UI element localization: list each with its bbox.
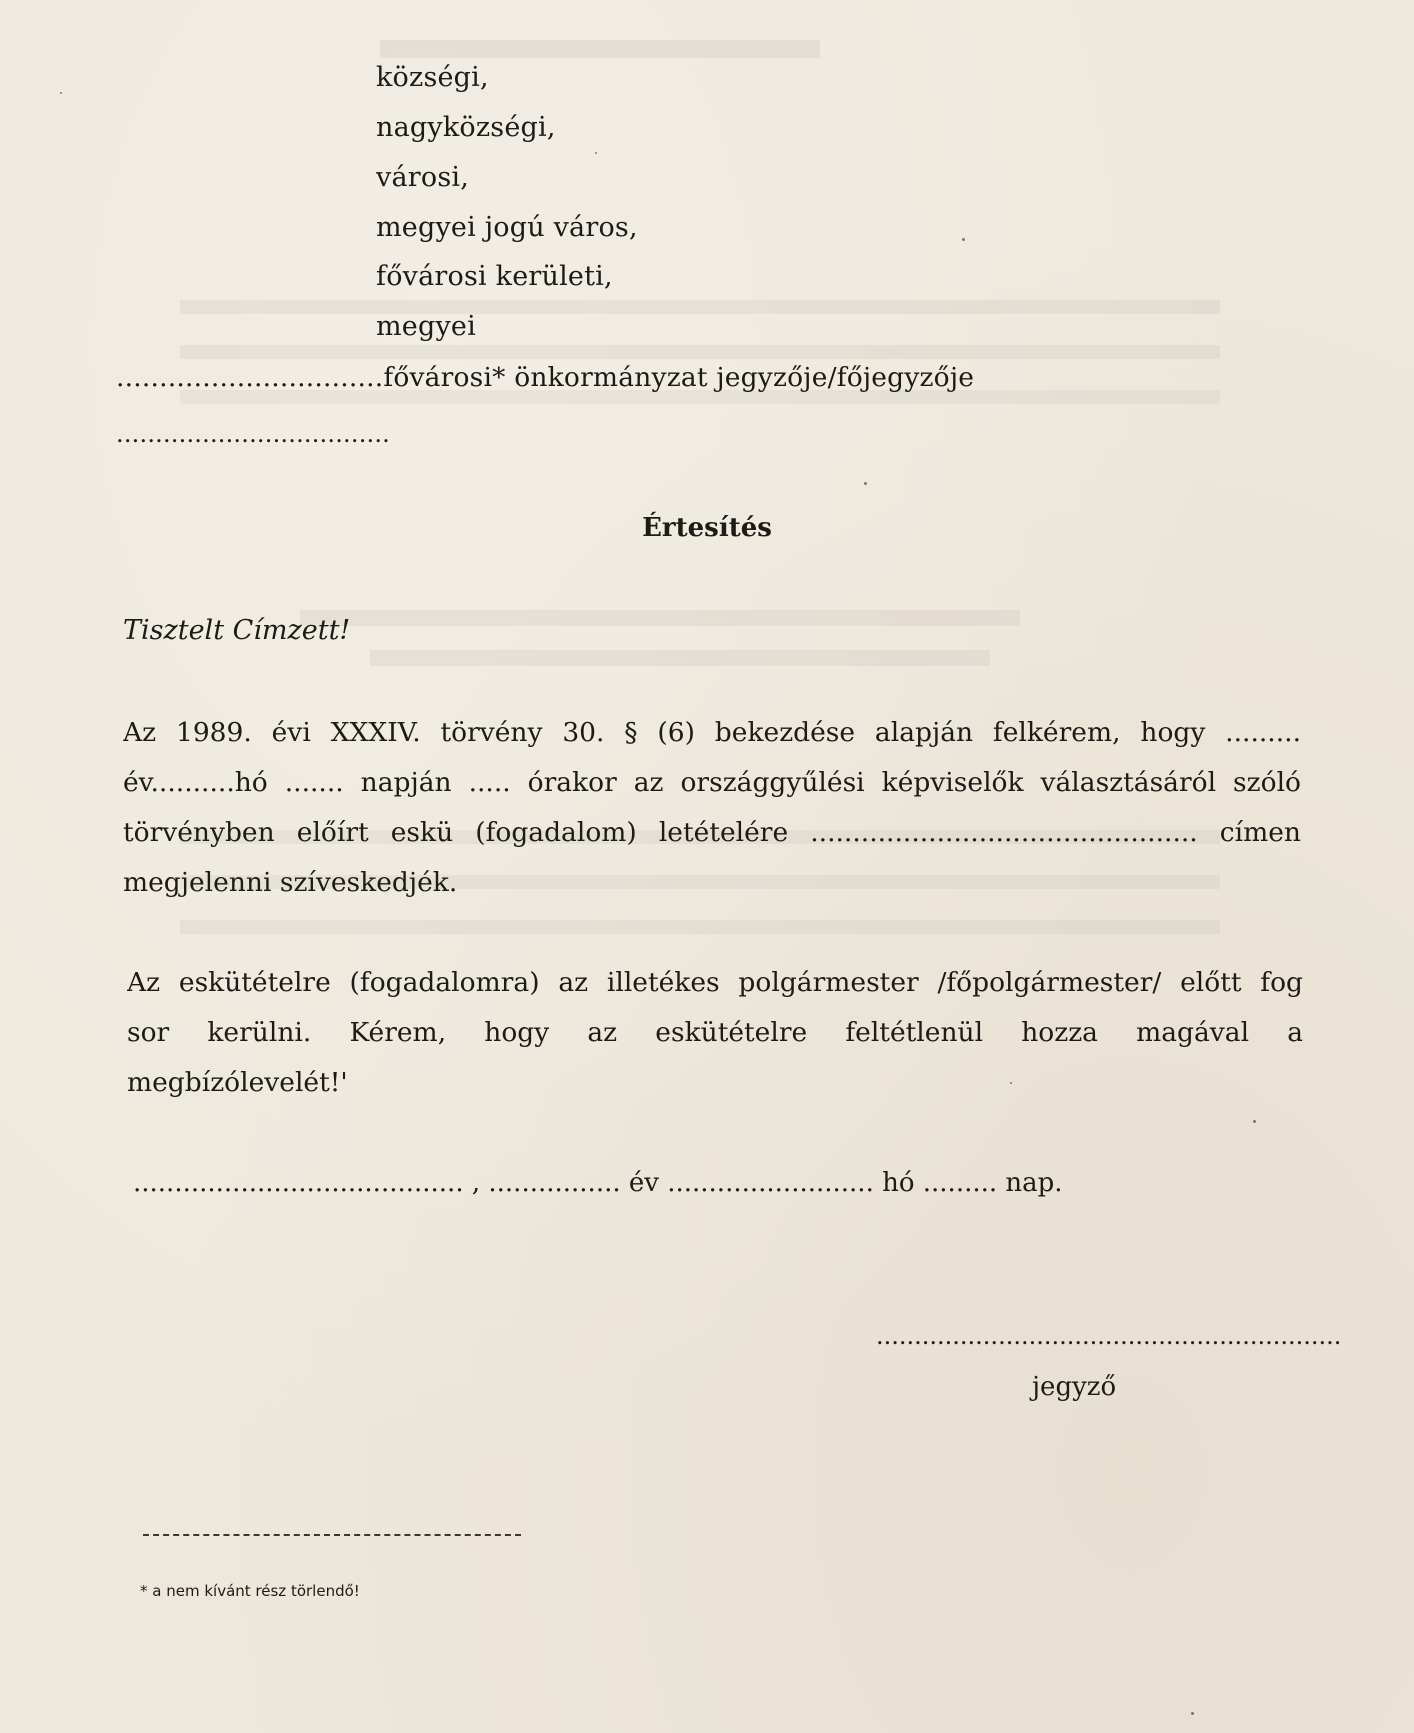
paragraph-line: törvényben előírt eskü (fogadalom) letételére .............................................. címen xyxy=(123,817,1301,848)
bleed-through-shadow xyxy=(380,40,820,58)
office-line: ...............................fővárosi* önkormányzat jegyzője/főjegyzője xyxy=(116,362,975,393)
summons-paragraph xyxy=(123,708,1301,908)
dust-speck xyxy=(595,152,597,154)
header-item: megyei xyxy=(376,311,476,342)
document-title: Értesítés xyxy=(642,513,772,543)
header-item: városi, xyxy=(376,162,469,193)
bleed-through-shadow xyxy=(370,650,990,666)
date-line: ........................................ , ................ év ......................... hó ......... nap. xyxy=(133,1168,1063,1198)
header-item: megyei jogú város, xyxy=(376,212,638,243)
footnote-divider xyxy=(143,1534,521,1536)
bleed-through-shadow xyxy=(180,345,1220,359)
footnote: * a nem kívánt rész törlendő! xyxy=(140,1582,360,1600)
reference-dots: ................................... xyxy=(116,420,391,448)
salutation: Tisztelt Címzett! xyxy=(123,615,351,646)
header-item: községi, xyxy=(376,62,489,93)
bleed-through-shadow xyxy=(180,920,1220,934)
dust-speck xyxy=(864,482,867,485)
header-item: fővárosi kerületi, xyxy=(376,261,613,292)
signature-line: ............................................................. xyxy=(876,1322,1342,1350)
dust-speck xyxy=(1253,1120,1256,1123)
paragraph-line: év..........hó ....... napján ..... órakor az országgyűlési képviselők választásáról szóló xyxy=(123,767,1301,798)
paragraph-line: Az eskütételre (fogadalomra) az illetékes polgármester /főpolgármester/ előtt fog xyxy=(127,967,1303,998)
dust-speck xyxy=(1010,1082,1012,1084)
dust-speck xyxy=(962,238,965,241)
dust-speck xyxy=(60,92,62,94)
oath-paragraph xyxy=(127,958,1303,1108)
paragraph-line: Az 1989. évi XXXIV. törvény 30. § (6) bekezdése alapján felkérem, hogy ......... xyxy=(123,717,1301,748)
paragraph-line: sor kerülni. Kérem, hogy az eskütételre feltétlenül hozza magával a xyxy=(127,1017,1303,1048)
header-item: nagyközségi, xyxy=(376,112,556,143)
paragraph-line: megjelenni szíveskedjék. xyxy=(123,867,458,898)
bleed-through-shadow xyxy=(180,300,1220,314)
signature-label: jegyző xyxy=(1032,1372,1117,1402)
bleed-through-shadow xyxy=(300,610,1020,626)
paragraph-line: megbízólevelét!' xyxy=(127,1067,348,1098)
dust-speck xyxy=(1191,1712,1194,1715)
